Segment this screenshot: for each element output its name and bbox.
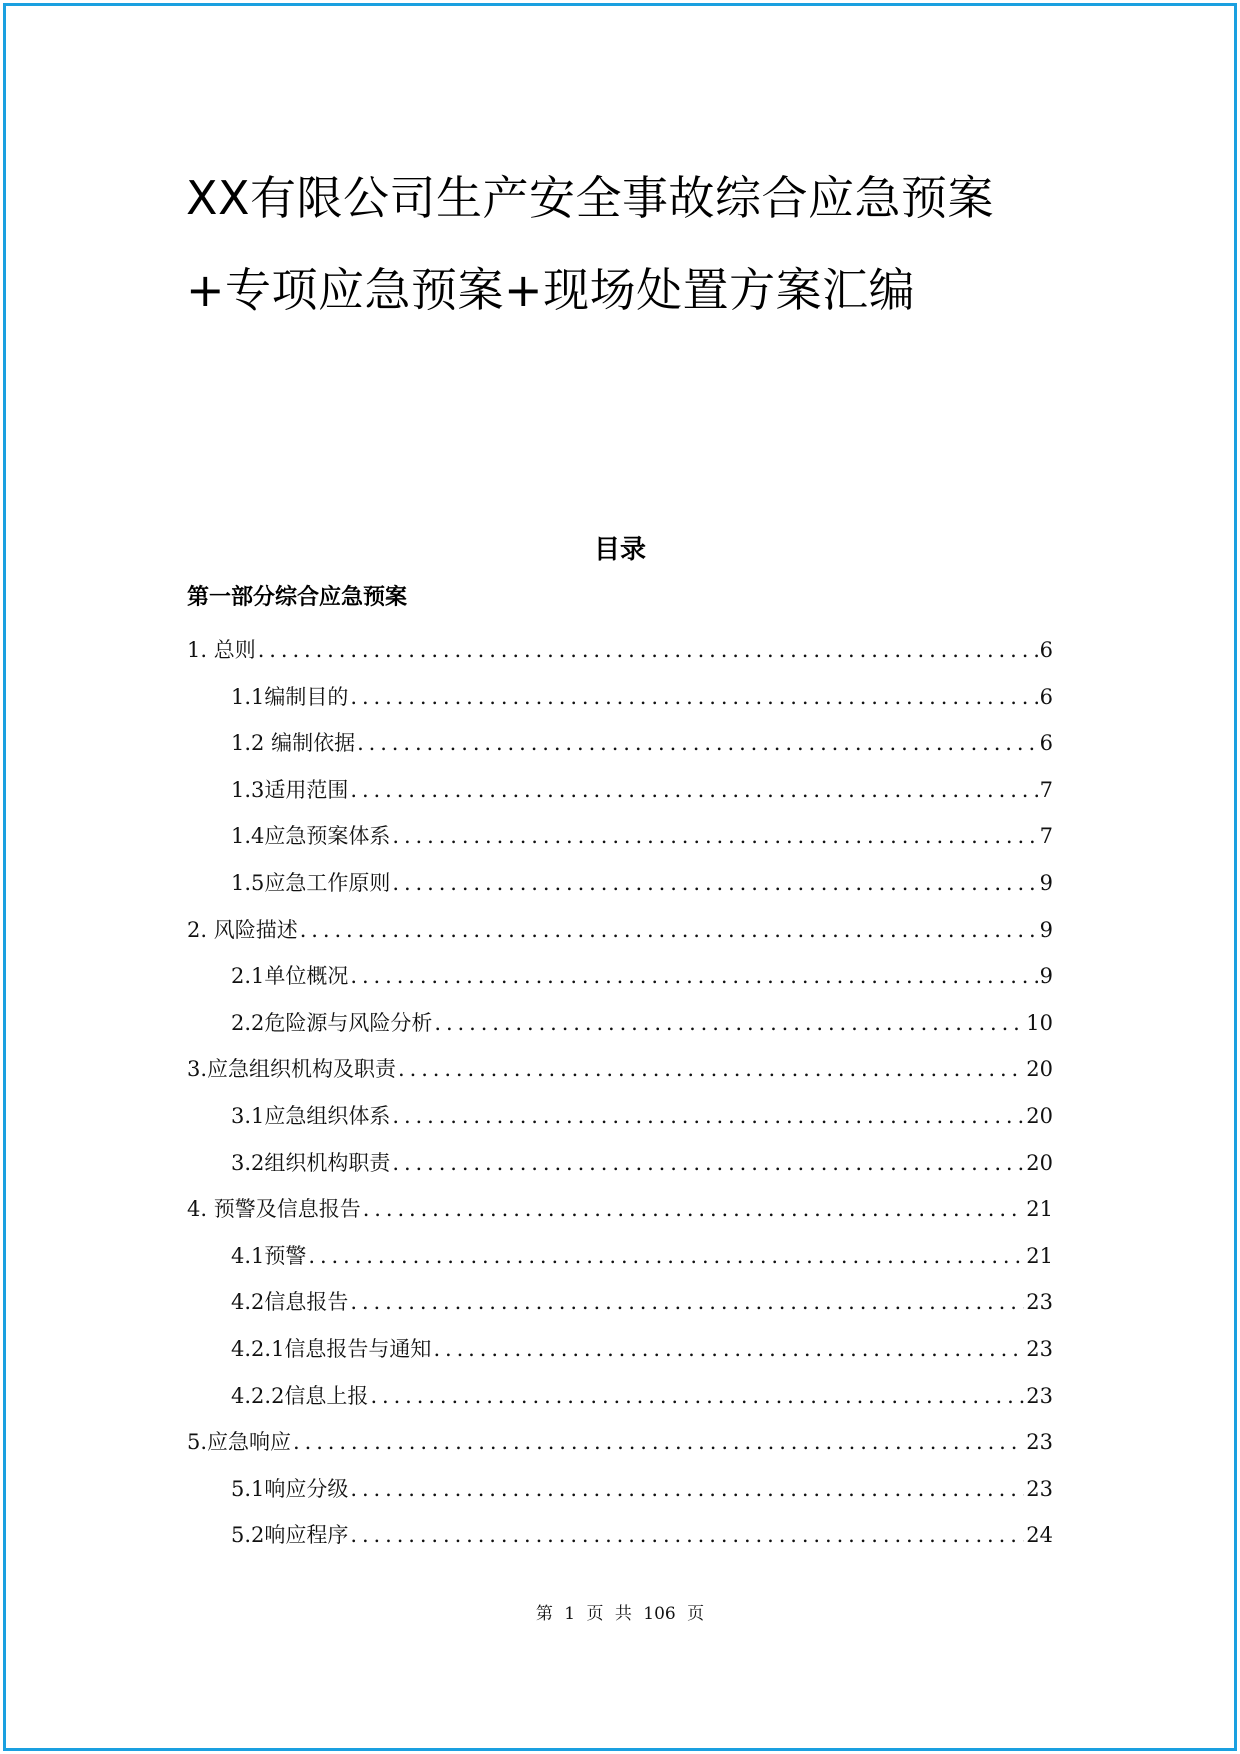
toc-dot-leader: [363, 1186, 1025, 1233]
toc-dot-leader: [392, 860, 1037, 907]
toc-entry[interactable]: [187, 1233, 1053, 1280]
toc-entry-label: 2. 风险描述: [187, 917, 298, 942]
toc-entry[interactable]: [187, 767, 1053, 814]
toc-entry[interactable]: [187, 1000, 1053, 1047]
toc-entry-page: 20: [1026, 1150, 1053, 1175]
toc-entry-page: 23: [1026, 1430, 1053, 1455]
toc-dot-leader: [370, 1373, 1024, 1420]
toc-entry-page: 9: [1039, 870, 1053, 895]
toc-dot-leader: [433, 1326, 1024, 1373]
toc-entry[interactable]: [187, 1093, 1053, 1140]
toc-entry-page: 24: [1026, 1523, 1053, 1548]
toc-entry[interactable]: [187, 627, 1053, 674]
toc-entry-page: 9: [1039, 917, 1053, 942]
toc-dot-leader: [300, 907, 1038, 954]
toc-entry-page: 7: [1039, 777, 1053, 802]
toc-entry-page: 7: [1039, 824, 1053, 849]
part-heading: 第一部分综合应急预案: [187, 585, 408, 610]
toc-entry[interactable]: [187, 1512, 1053, 1559]
toc-dot-leader: [350, 1512, 1024, 1559]
toc-entry[interactable]: [187, 1466, 1053, 1513]
toc-entry-label: 1.2 编制依据: [231, 731, 356, 756]
toc-entry-page: 23: [1026, 1336, 1053, 1361]
toc-entry-label: 5.2响应程序: [231, 1523, 349, 1548]
toc-entry-page: 9: [1039, 964, 1053, 989]
document-title-line-2: +专项应急预案+现场处置方案汇编: [186, 263, 916, 317]
toc-entry-page: 23: [1026, 1476, 1053, 1501]
toc-entry-label: 1.4应急预案体系: [231, 824, 391, 849]
toc-entry-label: 5.1响应分级: [231, 1476, 349, 1501]
toc-entry[interactable]: [187, 1419, 1053, 1466]
toc-entry[interactable]: [187, 720, 1053, 767]
document-title-line-1: XX有限公司生产安全事故综合应急预案: [186, 171, 995, 225]
toc-entry[interactable]: [187, 1279, 1053, 1326]
page-footer: 第 1 页 共 106 页: [535, 1604, 705, 1624]
toc-entry-label: 4.2.2信息上报: [231, 1383, 369, 1408]
toc-entry-label: 4.2.1信息报告与通知: [231, 1336, 432, 1361]
toc-dot-leader: [258, 627, 1038, 674]
toc-entry[interactable]: [187, 860, 1053, 907]
toc-dot-leader: [350, 953, 1037, 1000]
toc-entry-page: 6: [1039, 638, 1053, 662]
toc-dot-leader: [398, 1046, 1024, 1093]
toc-dot-leader: [350, 1279, 1024, 1326]
toc-entry[interactable]: [187, 813, 1053, 860]
toc-entry-label: 1.1编制目的: [231, 684, 349, 709]
toc-entry[interactable]: [187, 674, 1053, 721]
toc-dot-leader: [392, 813, 1037, 860]
toc-dot-leader: [357, 720, 1038, 767]
toc-heading: 目录: [593, 535, 646, 565]
toc-entry-page: 6: [1039, 684, 1053, 709]
toc-entry-label: 3.应急组织机构及职责: [187, 1057, 397, 1082]
toc-entry[interactable]: [187, 1373, 1053, 1420]
toc-entry[interactable]: [187, 1326, 1053, 1373]
toc-entry-page: 23: [1026, 1383, 1053, 1408]
toc-entry-label: 1.5应急工作原则: [231, 870, 391, 895]
toc-entry-page: 21: [1026, 1243, 1053, 1268]
toc-entry-page: 23: [1026, 1290, 1053, 1315]
toc-entry-label: 1.3适用范围: [231, 777, 349, 802]
toc-entry-label: 1. 总则: [187, 638, 256, 662]
toc-entry-page: 20: [1026, 1057, 1053, 1082]
document-title: [186, 152, 1086, 336]
toc-entry[interactable]: [187, 1140, 1053, 1187]
toc-entry-label: 2.2危险源与风险分析: [231, 1010, 433, 1035]
toc-entry-page: 20: [1026, 1103, 1053, 1128]
toc-entry-label: 4.1预警: [231, 1243, 307, 1268]
toc-entry-label: 3.2组织机构职责: [231, 1150, 391, 1175]
toc-entry-label: 2.1单位概况: [231, 964, 349, 989]
toc-entry-label: 4.2信息报告: [231, 1290, 349, 1315]
toc-dot-leader: [350, 674, 1037, 721]
toc-entry-page: 21: [1026, 1197, 1053, 1222]
toc-entry-label: 4. 预警及信息报告: [187, 1197, 361, 1222]
toc-entry[interactable]: [187, 953, 1053, 1000]
toc-entry[interactable]: [187, 1186, 1053, 1233]
toc-dot-leader: [293, 1419, 1024, 1466]
toc-entry[interactable]: [187, 907, 1053, 954]
toc-entry[interactable]: [187, 1046, 1053, 1093]
toc-entry-label: 3.1应急组织体系: [231, 1103, 391, 1128]
toc-dot-leader: [350, 767, 1037, 814]
toc-dot-leader: [392, 1140, 1024, 1187]
toc-dot-leader: [434, 1000, 1024, 1047]
toc-dot-leader: [350, 1466, 1024, 1513]
toc-entry-label: 5.应急响应: [187, 1430, 292, 1455]
toc-entry-page: 10: [1026, 1010, 1053, 1035]
toc-dot-leader: [308, 1233, 1024, 1280]
table-of-contents: [187, 627, 1053, 1559]
toc-dot-leader: [392, 1093, 1024, 1140]
toc-entry-page: 6: [1039, 731, 1053, 756]
